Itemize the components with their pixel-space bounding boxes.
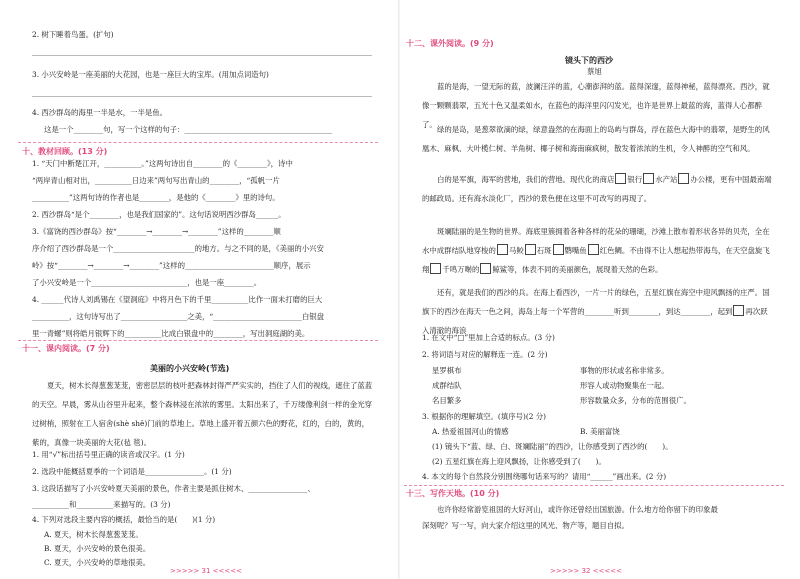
option-a: A. 夏天，树木长得葱葱茏茏。	[44, 530, 143, 539]
answer-line	[32, 96, 372, 97]
item-3: 3. 小兴安岭是一座美丽的大花园，也是一座巨大的宝库。(用加点词造句)	[32, 70, 269, 79]
punct-box[interactable]	[497, 244, 508, 255]
text-run: 斑斓陆丽的是生物的世界。海底里簇拥着各种各样的花朵的珊瑚，沙滩上散布着形状各异的贝壳，全	[437, 227, 763, 236]
paragraph: 蓝的是海，一望无际的蓝，波澜汪洋的蓝，心潮澎湃的蓝。蓝得深邃，蓝得神秘，蓝得漂亮。西沙，就像一颗颗翡翠，五光十色又温柔如水，在蓝色的海洋里闪闪发光，也许是世界上最蓝的海，蓝得人心都醉了。	[422, 82, 770, 129]
fill-question: (2) 五星红旗在海上迎风飘扬，让你感受到了( )。	[432, 457, 606, 466]
reading-title: 镜头下的西沙	[565, 56, 613, 65]
option-c: C. 夏天，小兴安岭的草地很美。	[44, 558, 151, 567]
match-definition[interactable]: 事物的形状或名称非常多。	[580, 366, 669, 375]
section-divider	[18, 340, 378, 341]
punct-box[interactable]	[678, 173, 689, 184]
writing-prompt: 也许你经常游览祖国的大好河山，或许你还曾经出国旅游。什么地方给你留下的印象最	[437, 505, 718, 514]
match-term[interactable]: 星罗棋布	[432, 366, 462, 375]
sec10-line: “两岸青山相对出，__________日边来”两句写出青山的________，“孤帆一片	[32, 176, 280, 185]
text-run: 在水中成群结队地穿梭的	[422, 227, 770, 255]
option-b: B. 美丽富饶	[580, 427, 620, 436]
punct-box[interactable]	[525, 244, 536, 255]
sec10-line: 岭》按“________→________→________”这样的________________________顺序，展示	[32, 261, 311, 270]
text-run: 水产站	[655, 175, 678, 184]
punct-box[interactable]	[615, 173, 626, 184]
question: 1. 在文中“□”里加上合适的标点。(3 分)	[422, 333, 555, 342]
paragraph	[422, 283, 772, 340]
section-divider	[404, 485, 784, 486]
option-b: B. 夏天，小兴安岭的景色很美。	[44, 544, 151, 553]
reading-passage: 夏天，树木长得葱葱茏茏，密密层层的枝叶把森林封得严严实实的，挡住了人们的视线，遮住了蓝蓝的天空。早晨，雾从山谷里升起来，整个森林浸在浓浓的雾里。太阳出来了，千万缕像利剑一样的金光穿过树梢，照射在工人宿舍(shè shě)门前的草地上。草地上盛开着五颜六色的野花，红的，白的，黄的，紫的，真像一块美丽的大花(毡 毯)。	[32, 381, 373, 447]
text-run: 热带海鸟，在天空盘旋飞翔	[422, 246, 770, 274]
sec10-line: 2. 西沙群岛“是个________，也是我们国家的”。这句话说明西沙群岛______。	[32, 210, 286, 219]
punct-box[interactable]	[733, 305, 744, 316]
section-11-header: 十一、课内阅读。(7 分)	[22, 344, 110, 353]
text-run: 千鸣万啭的	[442, 265, 480, 274]
option-a: A. 热爱祖国河山的情感	[432, 427, 509, 436]
item-4: 4. 西沙群岛的海里一半是水，一半是鱼。	[32, 108, 168, 117]
punct-box[interactable]	[643, 173, 654, 184]
sec10-line: 序介绍了西沙群岛是一个______________________的地方。与之不同的是，《美丽的小兴安	[32, 244, 324, 253]
text-run: 鹦嘴鱼	[564, 246, 587, 255]
page-number: >>>>> 31 <<<<<	[170, 567, 243, 575]
question: __________和__________来描写的。(3 分)	[32, 500, 171, 509]
punct-box[interactable]	[553, 244, 564, 255]
punct-box[interactable]	[588, 244, 599, 255]
question: 2. 选段中能概括夏季的一个词语是________________。(1 分)	[32, 467, 232, 476]
text-run: 鲸鲨等，体表不同的美丽颜色，展现着天然的色彩。	[492, 265, 663, 274]
reading-title: 美丽的小兴安岭(节选)	[150, 364, 230, 373]
sec10-line: 4. ______代诗人刘禹锡在《望洞庭》中将月色下的千里__________比作一面未打磨的巨大	[32, 295, 323, 304]
sec10-line: 里一青螺”则将皓月银辉下的__________比成白银盘中的________，写出洞庭湖的美。	[32, 329, 310, 338]
match-term[interactable]: 成群结队	[432, 381, 462, 390]
sec10-line: 3.《富饶的西沙群岛》按“________→________→________”这样的________顺	[32, 227, 281, 236]
text-run: 石斑	[536, 246, 552, 255]
question: 2. 将词语与对应的解释连一连。(2 分)	[422, 350, 548, 359]
text-run: 马鲛	[508, 246, 524, 255]
sec10-line: 1. “天门中断楚江开，__________。”这两句诗出自________的《________》，诗中	[32, 159, 293, 168]
page-number: >>>>> 32 <<<<<	[550, 567, 623, 575]
section-12-header: 十二、课外阅读。(9 分)	[406, 39, 494, 48]
text-run: 红色鲷。不由得不让人想起	[599, 246, 689, 255]
item-4-fill: 这是一个________句，写一个这样的句子：________________________________________	[44, 125, 333, 134]
text-run: 白的是军旗，海军的营地，我们的营地。现代化的商店	[437, 175, 615, 184]
text-run: 办公楼，更有	[690, 175, 735, 184]
right-page	[400, 0, 800, 579]
sec10-line: __________”这两句诗的作者也是________，是他的《________》里的诗句。	[32, 193, 280, 202]
text-run: 再次跃入清澈的海浪	[422, 307, 768, 335]
punct-box[interactable]	[430, 263, 441, 274]
text-run: 银行	[627, 175, 643, 184]
match-definition[interactable]: 形容人或动物聚集在一起。	[580, 381, 669, 390]
section-divider	[18, 142, 378, 143]
sec10-line: __________，这句诗写出了__________________之美，“________________________白银盘	[32, 312, 325, 321]
punct-box[interactable]	[480, 263, 491, 274]
paragraph	[422, 170, 772, 208]
writing-prompt: 深刻呢？写一写，向大家介绍这里的风光、物产等，题目自拟。	[422, 521, 629, 530]
text-run: 国旗下的西沙在海天一色之间，海岛上每一个军营的________听到________，到达________，起到	[422, 288, 770, 316]
question: 3. 这段话描写了小兴安岭夏天美丽的景色，作者主要是抓住树木、________________、	[32, 484, 315, 493]
paragraph: 绿的是岛，是葱翠欲滴的绿，绿意盎然的在海面上的岛屿与群岛，浮在蓝色大海中的翡翠，是野生的风凰木、麻枫、大叶榄仁树、羊角树、椰子树和海南麻疯树，散发着浓浓的生机，令人神醉的空气和风。	[422, 125, 770, 153]
question: 1. 用“√”标出括号里正确的读音或汉字。(1 分)	[32, 450, 185, 459]
text-run: 还有，就是我们的西沙的兵。在海上看西沙，一片一片的绿色，五星红旗在海空中迎风飘扬的庄严。	[437, 288, 763, 297]
question: 4. 本文的每个自然段分别围绕哪句话来写的？请用“______”画出来。(2 分)	[422, 472, 667, 481]
text-run: 中国最南端的邮政局。还有海水淡化厂，西沙的景色便在这里不可改写的再现了。	[422, 175, 772, 203]
item-2: 2. 树下睡着鸟蛋。(扩句)	[32, 30, 114, 39]
reading-author: 蔡旭	[587, 67, 602, 76]
answer-line	[32, 55, 372, 56]
fill-question: (1) 镜头下“蓝、绿、白、斑斓陆丽”的西沙，让你感受到了西沙的( )。	[432, 442, 673, 451]
match-definition[interactable]: 形容数量众多，分布的范围很广。	[580, 396, 691, 405]
question: 4. 下列对选段主要内容的概括，最恰当的是( )(1 分)	[32, 515, 216, 524]
paragraph	[422, 222, 772, 279]
match-term[interactable]: 名目繁多	[432, 396, 462, 405]
question: 3. 根据你的理解填空。(填序号)(2 分)	[422, 412, 547, 421]
sec10-line: 了小兴安岭是一个__________________________，也是一座________。	[32, 278, 262, 287]
section-13-header: 十三、写作天地。(10 分)	[406, 489, 500, 498]
section-10-header: 十、教材回顾。(13 分)	[22, 147, 108, 156]
